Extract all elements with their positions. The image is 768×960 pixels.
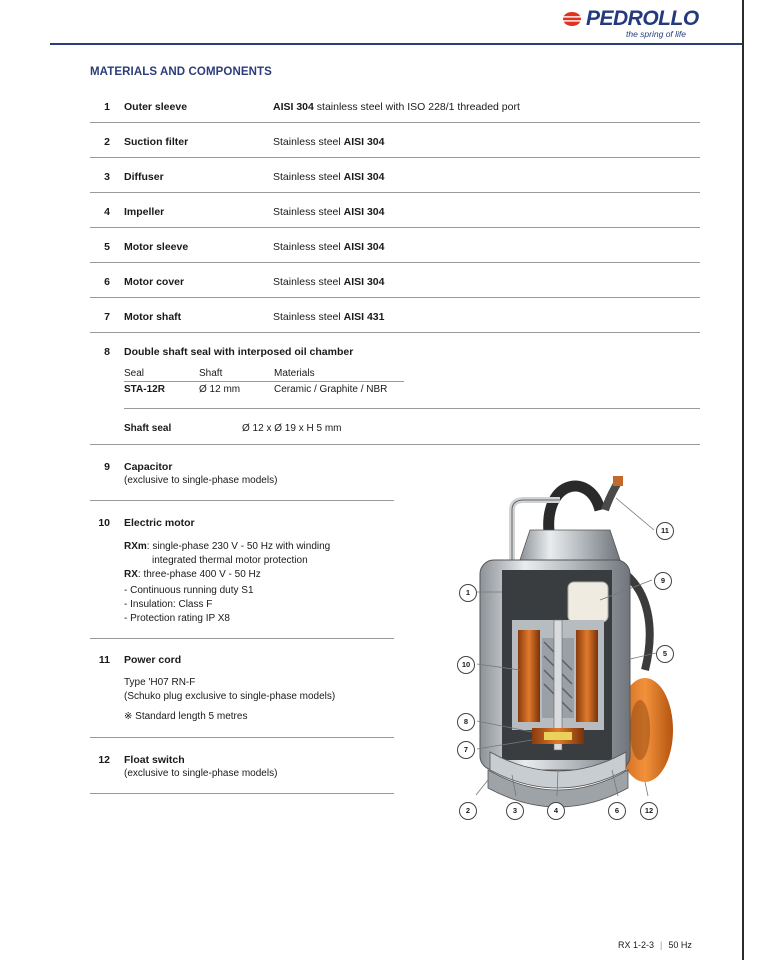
- component-number: 2: [104, 136, 110, 148]
- row-divider: [90, 444, 700, 445]
- seal-table-row: [124, 384, 524, 398]
- component-material: Stainless steel AISI 304: [273, 206, 385, 218]
- component-number: 3: [104, 171, 110, 183]
- shaft-seal-label: Shaft seal: [124, 423, 172, 434]
- motor-duty: - Continuous running duty S1: [124, 585, 254, 596]
- motor-protection-rating: - Protection rating IP X8: [124, 613, 230, 624]
- seal-header-divider: [124, 381, 404, 382]
- motor-name: Electric motor: [124, 517, 195, 529]
- callout-6: 6: [608, 802, 626, 820]
- callout-2: 2: [459, 802, 477, 820]
- callout-layer: [440, 470, 690, 830]
- motor-rxm: RXm: single-phase 230 V - 50 Hz with winding: [124, 541, 331, 552]
- row-divider: [90, 737, 394, 738]
- component-number: 4: [104, 206, 110, 218]
- component-name: Impeller: [124, 206, 165, 218]
- component-row: [90, 171, 700, 206]
- component-number: 6: [104, 276, 110, 288]
- page-border: [742, 0, 744, 960]
- callout-3: 3: [506, 802, 524, 820]
- component-name: Motor sleeve: [124, 241, 189, 253]
- component-row: [90, 206, 700, 241]
- component-row: [90, 241, 700, 276]
- float-name: Float switch: [124, 754, 185, 766]
- cord-length: ※ Standard length 5 metres: [124, 711, 248, 722]
- footer-separator: |: [660, 940, 663, 950]
- component-number: 12: [98, 754, 110, 766]
- row-divider: [90, 192, 700, 193]
- brand-logo: [560, 6, 710, 42]
- row-divider: [90, 227, 700, 228]
- seal-divider: [124, 408, 700, 409]
- seal-header-materials: Materials: [274, 368, 315, 379]
- callout-4: 4: [547, 802, 565, 820]
- component-name: Diffuser: [124, 171, 164, 183]
- row-divider: [90, 332, 700, 333]
- component-name: Motor cover: [124, 276, 185, 288]
- component-material: Stainless steel AISI 304: [273, 241, 385, 253]
- header-rule: [50, 43, 742, 45]
- row-divider: [90, 262, 700, 263]
- component-material: Stainless steel AISI 431: [273, 311, 385, 323]
- motor-insulation: - Insulation: Class F: [124, 599, 213, 610]
- capacitor-note: (exclusive to single-phase models): [124, 475, 278, 486]
- component-number: 9: [104, 461, 110, 473]
- component-number: 5: [104, 241, 110, 253]
- seal-shaft-size: Ø 12 mm: [199, 384, 241, 395]
- component-row: [90, 311, 700, 346]
- float-note: (exclusive to single-phase models): [124, 768, 278, 779]
- cord-name: Power cord: [124, 654, 182, 666]
- component-number: 1: [104, 101, 110, 113]
- footer-frequency: 50 Hz: [668, 940, 692, 950]
- cord-type: Type 'H07 RN-F: [124, 677, 196, 688]
- brand-name: PEDROLLO: [586, 7, 699, 30]
- component-name: Outer sleeve: [124, 101, 188, 113]
- page-footer: [618, 940, 692, 950]
- component-row: [90, 136, 700, 171]
- callout-1: 1: [459, 584, 477, 602]
- seal-header-shaft: Shaft: [199, 368, 223, 379]
- callout-9: 9: [654, 572, 672, 590]
- pedrollo-logo-icon: [562, 11, 582, 27]
- seal-title: Double shaft seal with interposed oil chamber: [124, 346, 354, 358]
- row-divider: [90, 638, 394, 639]
- shaft-seal-value: Ø 12 x Ø 19 x H 5 mm: [242, 423, 342, 434]
- component-row: [90, 276, 700, 311]
- component-row: [90, 101, 700, 136]
- seal-materials: Ceramic / Graphite / NBR: [274, 384, 388, 395]
- row-divider: [90, 793, 394, 794]
- cord-note: (Schuko plug exclusive to single-phase models): [124, 691, 336, 702]
- row-divider: [90, 297, 700, 298]
- component-material: Stainless steel AISI 304: [273, 171, 385, 183]
- callout-8: 8: [457, 713, 475, 731]
- callout-10: 10: [457, 656, 475, 674]
- component-number: 8: [104, 346, 110, 358]
- brand-tagline: the spring of life: [626, 29, 687, 39]
- component-material: Stainless steel AISI 304: [273, 276, 385, 288]
- row-divider: [90, 500, 394, 501]
- component-name: Suction filter: [124, 136, 189, 148]
- capacitor-name: Capacitor: [124, 461, 173, 473]
- footer-model: RX 1-2-3: [618, 940, 655, 950]
- motor-rx: RX: three-phase 400 V - 50 Hz: [124, 569, 261, 580]
- seal-header-seal: Seal: [124, 368, 145, 379]
- component-number: 11: [98, 654, 110, 666]
- callout-12: 12: [640, 802, 658, 820]
- component-number: 7: [104, 311, 110, 323]
- row-divider: [90, 157, 700, 158]
- motor-rxm-protection: integrated thermal motor protection: [152, 555, 308, 566]
- seal-table-header: [124, 368, 524, 382]
- callout-11: 11: [656, 522, 674, 540]
- callout-7: 7: [457, 741, 475, 759]
- callout-5: 5: [656, 645, 674, 663]
- row-divider: [90, 122, 700, 123]
- component-material: Stainless steel AISI 304: [273, 136, 385, 148]
- component-material: AISI 304 stainless steel with ISO 228/1 threaded port: [273, 101, 520, 113]
- component-name: Motor shaft: [124, 311, 182, 323]
- section-title: MATERIALS AND COMPONENTS: [90, 66, 272, 78]
- component-number: 10: [98, 517, 110, 529]
- seal-model: STA-12R: [124, 384, 165, 395]
